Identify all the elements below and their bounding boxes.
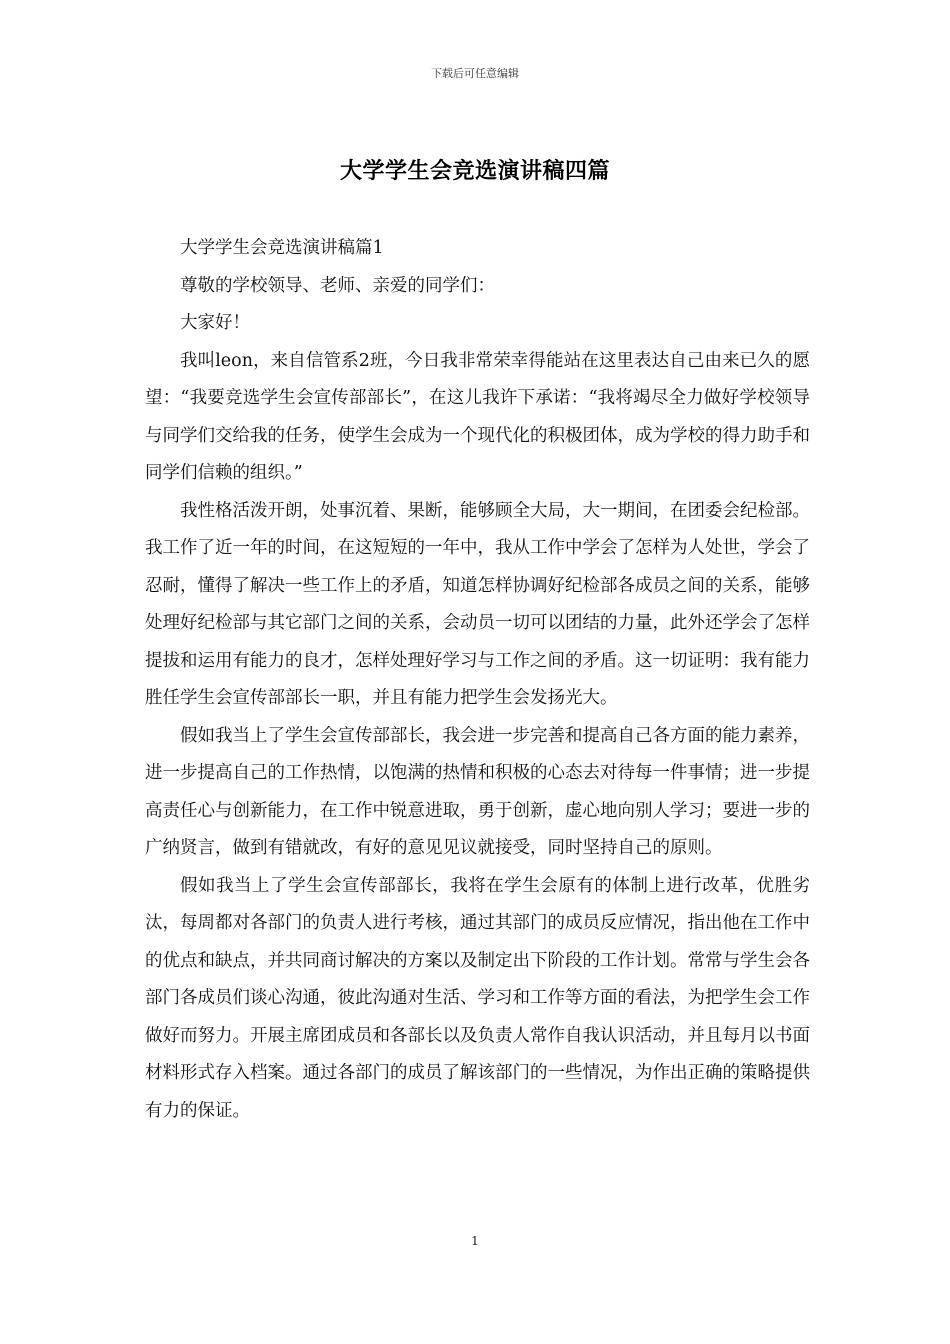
section-heading: 大学学生会竞选演讲稿篇1	[180, 238, 384, 258]
page-header-note: 下载后可任意编辑	[431, 67, 519, 80]
body-paragraph: 我性格活泼开朗，处事沉着、果断，能够顾全大局，大一期间，在团委会纪检部。我工作了近一年的时间，在这短短的一年中，我从工作中学会了怎样为人处世，学会了忍耐，懂得了解决一些工作上的矛盾，知道怎样协调好纪检部各成员之间的关系，能够处理好纪检部与其它部门之间的关系，会动员一切可以团结的力量，此外还学会了怎样提拔和运用有能力的良才，怎样处理好学习与工作之间的矛盾。这一切证明：我有能力胜任学生会宣传部部长一职，并且有能力把学生会发扬光大。	[145, 500, 810, 708]
salutation: 尊敬的学校领导、老师、亲爱的同学们：	[180, 275, 495, 296]
document-body	[145, 230, 810, 1130]
body-paragraph: 假如我当上了学生会宣传部部长，我会进一步完善和提高自己各方面的能力素养，进一步提高自己的工作热情，以饱满的热情和积极的心态去对待每一件事情；进一步提高责任心与创新能力，在工作中锐意进取，勇于创新，虚心地向别人学习；要进一步的广纳贤言，做到有错就改，有好的意见见议就接受，同时坚持自己的原则。	[145, 725, 810, 858]
greeting: 大家好！	[180, 313, 250, 333]
body-paragraph: 我叫leon，来自信管系2班，今日我非常荣幸得能站在这里表达自己由来已久的愿望：“我要竞选学生会宣传部部长”，在这儿我许下承诺：“我将竭尽全力做好学校领导与同学们交给我的任务，使学生会成为一个现代化的积极团体，成为学校的得力助手和同学们信赖的组织。”	[145, 350, 810, 483]
page-number: 1	[471, 1234, 479, 1248]
document-title: 大学学生会竞选演讲稿四篇	[339, 158, 610, 184]
body-paragraph: 假如我当上了学生会宣传部部长，我将在学生会原有的体制上进行改革，优胜劣汰，每周都对各部门的负责人进行考核，通过其部门的成员反应情况，指出他在工作中的优点和缺点，并共同商讨解决的方案以及制定出下阶段的工作计划。常常与学生会各部门各成员们谈心沟通，彼此沟通对生活、学习和工作等方面的看法，为把学生会工作做好而努力。开展主席团成员和各部长以及负责人常作自我认识活动，并且每月以书面材料形式存入档案。通过各部门的成员了解该部门的一些情况，为作出正确的策略提供有力的保证。	[145, 875, 810, 1121]
